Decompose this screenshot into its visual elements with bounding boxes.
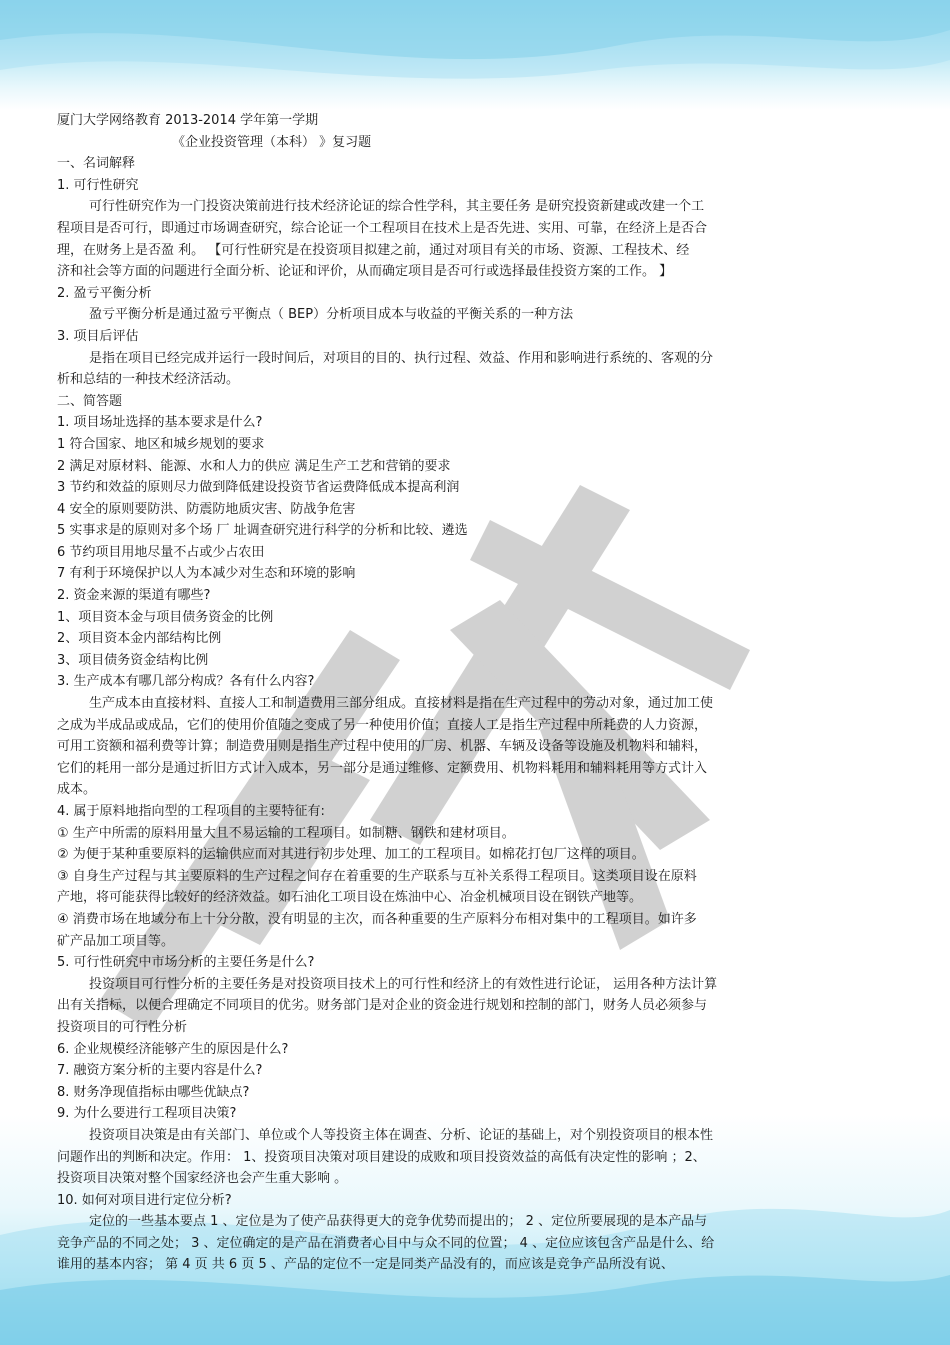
- exam-document: [57, 110, 887, 1276]
- section-heading-terms: 一、名词解释: [57, 156, 136, 172]
- answer-paragraph-line: 可行性研究作为一门投资决策前进行技术经济论证的综合性学科，其主要任务 是研究投资新建或改建一个工: [89, 199, 705, 215]
- list-item: 3 节约和效益的原则尽力做到降低建设投资节省运费降低成本提高利润: [57, 480, 460, 496]
- answer-paragraph-line: 理，在财务上是否盈 利。 【可行性研究是在投资项目拟建之前，通过对项目有关的市场、资源、工程技术、经: [57, 242, 690, 258]
- document-title: 《企业投资管理（本科） 》复习题: [172, 134, 372, 150]
- answer-paragraph-line: 析和总结的一种技术经济活动。: [57, 372, 240, 388]
- answer-paragraph-line: 程项目是否可行，即通过市场调查研究，综合论证一个工程项目在技术上是否先进、实用、可靠，在经济上是否合: [57, 220, 708, 236]
- list-item: ④ 消费市场在地域分布上十分分散，没有明显的主次，而各种重要的生产原料分布相对集中的工程项目。如许多: [57, 911, 697, 927]
- answer-paragraph-line: 成本。: [57, 782, 97, 798]
- list-item: ① 生产中所需的原料用量大且不易运输的工程项目。如制糖、钢铁和建材项目。: [57, 825, 515, 841]
- answer-paragraph-line: 谁用的基本内容； 第 4 页 共 6 页 5 、产品的定位不一定是同类产品没有的，而应该是竞争产品所没有说、: [57, 1257, 674, 1273]
- answer-paragraph-line: 定位的一些基本要点 1 、定位是为了使产品获得更大的竞争优势而提出的； 2 、定位所要展现的是本产品与: [89, 1214, 708, 1230]
- answer-paragraph-line: 投资项目的可行性分析: [57, 1019, 188, 1035]
- answer-paragraph-line: 济和社会等方面的问题进行全面分析、论证和评价，从而确定项目是否可行或选择最佳投资方案的工作。 】: [57, 264, 673, 280]
- answer-paragraph-line: 投资项目决策是由有关部门、单位或个人等投资主体在调查、分析、论证的基础上，对个别投资项目的根本性: [89, 1127, 714, 1143]
- answer-paragraph-line: 投资项目可行性分析的主要任务是对投资项目技术上的可行性和经济上的有效性进行论证， 运用各种方法计算: [89, 976, 718, 992]
- answer-paragraph-line: 出有关指标，以便合理确定不同项目的优劣。财务部门是对企业的资金进行规划和控制的部门，财务人员必须参与: [57, 998, 708, 1014]
- list-item: 6 节约项目用地尽量不占或少占农田: [57, 544, 265, 560]
- list-item: 7 有利于环境保护以人为本减少对生态和环境的影响: [57, 566, 356, 582]
- section-heading-short-answer: 二、简答题: [57, 393, 123, 409]
- answer-paragraph-line: 是指在项目已经完成并运行一段时间后，对项目的目的、执行过程、效益、作用和影响进行系统的、客观的分: [89, 350, 714, 366]
- list-item: 产地，将可能获得比较好的经济效益。如石油化工项目设在炼油中心、冶金机械项目设在钢铁产地等。: [57, 890, 643, 906]
- question-heading: 8. 财务净现值指标由哪些优缺点?: [57, 1084, 250, 1100]
- answer-paragraph-line: 它们的耗用一部分是通过折旧方式计入成本，另一部分是通过维修、定额费用、机物料耗用和辅料耗用等方式计入: [57, 760, 708, 776]
- question-heading: 1. 项目场址选择的基本要求是什么?: [57, 415, 263, 431]
- question-heading: 10. 如何对项目进行定位分析?: [57, 1192, 232, 1208]
- answer-paragraph-line: 生产成本由直接材料、直接人工和制造费用三部分组成。直接材料是指在生产过程中的劳动对象，通过加工使: [89, 696, 714, 712]
- school-term-header: 厦门大学网络教育 2013-2014 学年第一学期: [57, 113, 319, 128]
- list-item: 1、项目资本金与项目债务资金的比例: [57, 609, 274, 625]
- list-item: ③ 自身生产过程与其主要原料的生产过程之间存在着重要的生产联系与互补关系得工程项目。这类项目设在原料: [57, 868, 697, 884]
- answer-paragraph-line: 竞争产品的不同之处； 3 、定位确定的是产品在消费者心目中与众不同的位置； 4 、定位应该包含产品是什么、给: [57, 1235, 715, 1251]
- question-heading: 6. 企业规模经济能够产生的原因是什么?: [57, 1041, 289, 1057]
- question-heading: 3. 生产成本有哪几部分构成？各有什么内容?: [57, 674, 315, 690]
- list-item: 矿产品加工项目等。: [57, 933, 175, 949]
- answer-paragraph-line: 可用工资额和福利费等计算；制造费用则是指生产过程中使用的厂房、机器、车辆及设备等设施及机物料和辅料，: [57, 739, 708, 755]
- question-heading: 7. 融资方案分析的主要内容是什么?: [57, 1063, 263, 1079]
- list-item: 1 符合国家、地区和城乡规划的要求: [57, 436, 265, 452]
- header-wave-decoration: [0, 0, 950, 110]
- answer-paragraph-line: 之成为半成品或成品，它们的使用价值随之变成了另一种使用价值；直接人工是指生产过程中所耗费的人力资源，: [57, 717, 708, 733]
- question-heading: 5. 可行性研究中市场分析的主要任务是什么?: [57, 955, 315, 971]
- answer-paragraph-line: 投资项目决策对整个国家经济也会产生重大影响 。: [57, 1171, 348, 1187]
- question-heading: 3. 项目后评估: [57, 328, 139, 344]
- list-item: 4 安全的原则要防洪、防震防地质灾害、防战争危害: [57, 501, 356, 517]
- answer-paragraph-line: 盈亏平衡分析是通过盈亏平衡点（ BEP）分析项目成本与收益的平衡关系的一种方法: [89, 307, 574, 323]
- question-heading: 2. 盈亏平衡分析: [57, 285, 152, 301]
- question-heading: 4. 属于原料地指向型的工程项目的主要特征有:: [57, 804, 325, 819]
- question-heading: 9. 为什么要进行工程项目决策?: [57, 1106, 237, 1122]
- list-item: 2、项目资本金内部结构比例: [57, 631, 222, 647]
- list-item: 2 满足对原材料、能源、水和人力的供应 满足生产工艺和营销的要求: [57, 458, 451, 474]
- list-item: 3、项目债务资金结构比例: [57, 652, 209, 668]
- list-item: ② 为便于某种重要原料的运输供应而对其进行初步处理、加工的工程项目。如棉花打包厂这样的项目。: [57, 847, 645, 863]
- question-heading: 2. 资金来源的渠道有哪些?: [57, 588, 211, 604]
- list-item: 5 实事求是的原则对多个场 厂 址调查研究进行科学的分析和比较、遴选: [57, 523, 468, 539]
- question-heading: 1. 可行性研究: [57, 177, 139, 193]
- answer-paragraph-line: 问题作出的判断和决定。作用： 1、投资项目决策对项目建设的成败和项目投资效益的高低有决定性的影响 ；2、: [57, 1149, 706, 1165]
